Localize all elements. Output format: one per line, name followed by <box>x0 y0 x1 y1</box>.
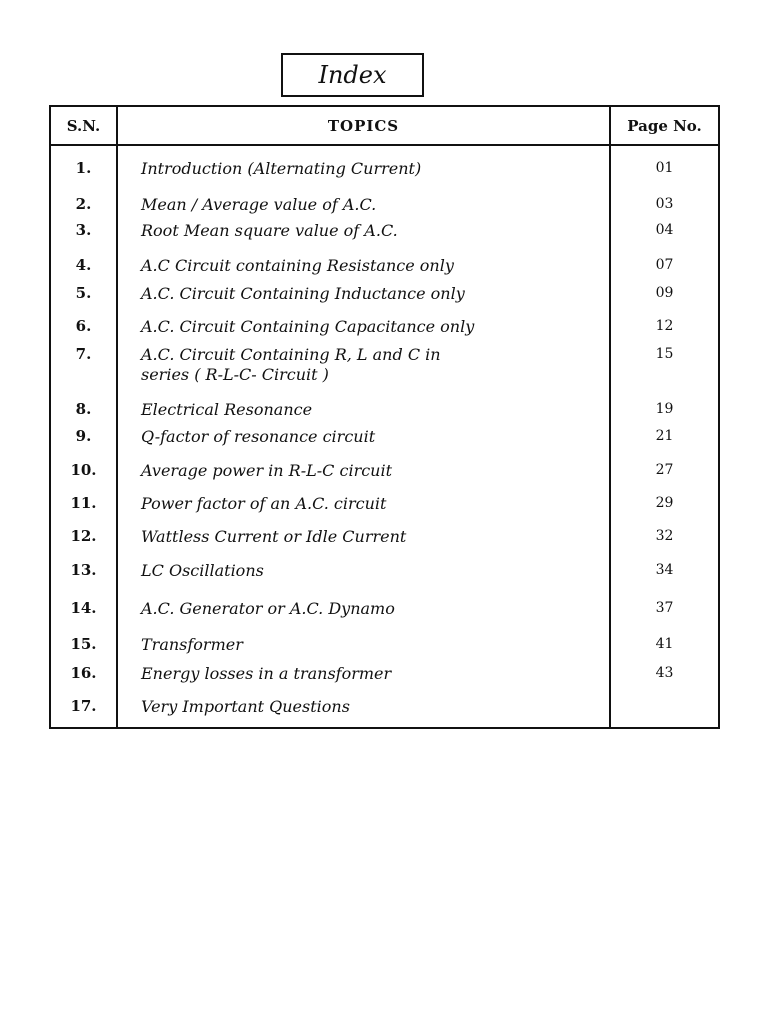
row-sn: 7. <box>75 345 92 363</box>
row-topic: Root Mean square value of A.C. <box>141 220 398 240</box>
row-page: 15 <box>655 346 674 362</box>
row-sn: 15. <box>70 635 97 653</box>
row-topic: Average power in R-L-C circuit <box>141 460 393 480</box>
row-page: 21 <box>655 428 674 444</box>
table-row <box>51 343 718 365</box>
row-sn: 16. <box>70 664 97 682</box>
row-topic: Very Important Questions <box>141 696 350 716</box>
row-sn: 11. <box>70 494 97 512</box>
row-topic: Power factor of an A.C. circuit <box>141 493 387 513</box>
row-sn: 17. <box>70 697 97 715</box>
row-page: 09 <box>655 285 674 301</box>
row-page: 19 <box>655 401 674 417</box>
table-row <box>51 695 718 717</box>
row-topic: Transformer <box>141 634 243 654</box>
row-topic: Mean / Average value of A.C. <box>141 194 377 214</box>
table-row <box>51 597 718 619</box>
table-row <box>51 315 718 337</box>
row-topic-continuation: series ( R-L-C- Circuit ) <box>141 365 329 384</box>
table-row <box>51 662 718 684</box>
row-topic: LC Oscillations <box>141 560 264 580</box>
index-table <box>49 105 720 729</box>
row-page: 41 <box>655 636 674 652</box>
row-sn: 13. <box>70 561 97 579</box>
row-sn: 2. <box>75 195 92 213</box>
table-row <box>51 193 718 215</box>
row-topic: A.C. Generator or A.C. Dynamo <box>141 598 395 618</box>
row-sn: 14. <box>70 599 97 617</box>
row-sn: 12. <box>70 527 97 545</box>
table-row <box>51 219 718 241</box>
row-topic: A.C Circuit containing Resistance only <box>141 255 454 275</box>
row-sn: 8. <box>75 400 92 418</box>
row-page: 27 <box>655 462 674 478</box>
row-page: 37 <box>655 600 674 616</box>
table-row <box>51 157 718 179</box>
row-sn: 4. <box>75 256 92 274</box>
table-row <box>51 254 718 276</box>
row-topic: A.C. Circuit Containing Inductance only <box>141 283 465 303</box>
row-topic: Electrical Resonance <box>141 399 313 419</box>
row-sn: 1. <box>75 159 92 177</box>
header-page-no: Page No. <box>627 116 702 135</box>
table-row <box>51 425 718 447</box>
header-topics: TOPICS <box>327 116 400 135</box>
row-page: 07 <box>655 257 674 273</box>
row-page: 12 <box>655 318 674 334</box>
table-row <box>51 559 718 581</box>
row-page: 32 <box>655 528 674 544</box>
row-sn: 6. <box>75 317 92 335</box>
row-topic: A.C. Circuit Containing R, L and C in <box>141 344 441 364</box>
row-page: 01 <box>655 160 674 176</box>
row-sn: 10. <box>70 461 97 479</box>
index-title: Index <box>281 53 424 97</box>
row-page: 04 <box>655 222 674 238</box>
table-row <box>51 492 718 514</box>
row-page: 34 <box>655 562 674 578</box>
row-page: 29 <box>655 495 674 511</box>
table-row <box>51 633 718 655</box>
row-page: 03 <box>655 196 674 212</box>
header-divider <box>51 144 718 146</box>
table-row <box>51 398 718 420</box>
row-topic: Introduction (Alternating Current) <box>141 158 422 178</box>
table-row <box>51 459 718 481</box>
row-topic: Energy losses in a transformer <box>141 663 392 683</box>
row-sn: 9. <box>75 427 92 445</box>
row-topic: Q-factor of resonance circuit <box>141 426 376 446</box>
row-sn: 3. <box>75 221 92 239</box>
row-topic: A.C. Circuit Containing Capacitance only <box>141 316 475 336</box>
row-topic: Wattless Current or Idle Current <box>141 526 407 546</box>
table-row <box>51 525 718 547</box>
header-sn: S.N. <box>66 116 101 135</box>
table-row <box>51 282 718 304</box>
row-sn: 5. <box>75 284 92 302</box>
row-page: 43 <box>655 665 674 681</box>
